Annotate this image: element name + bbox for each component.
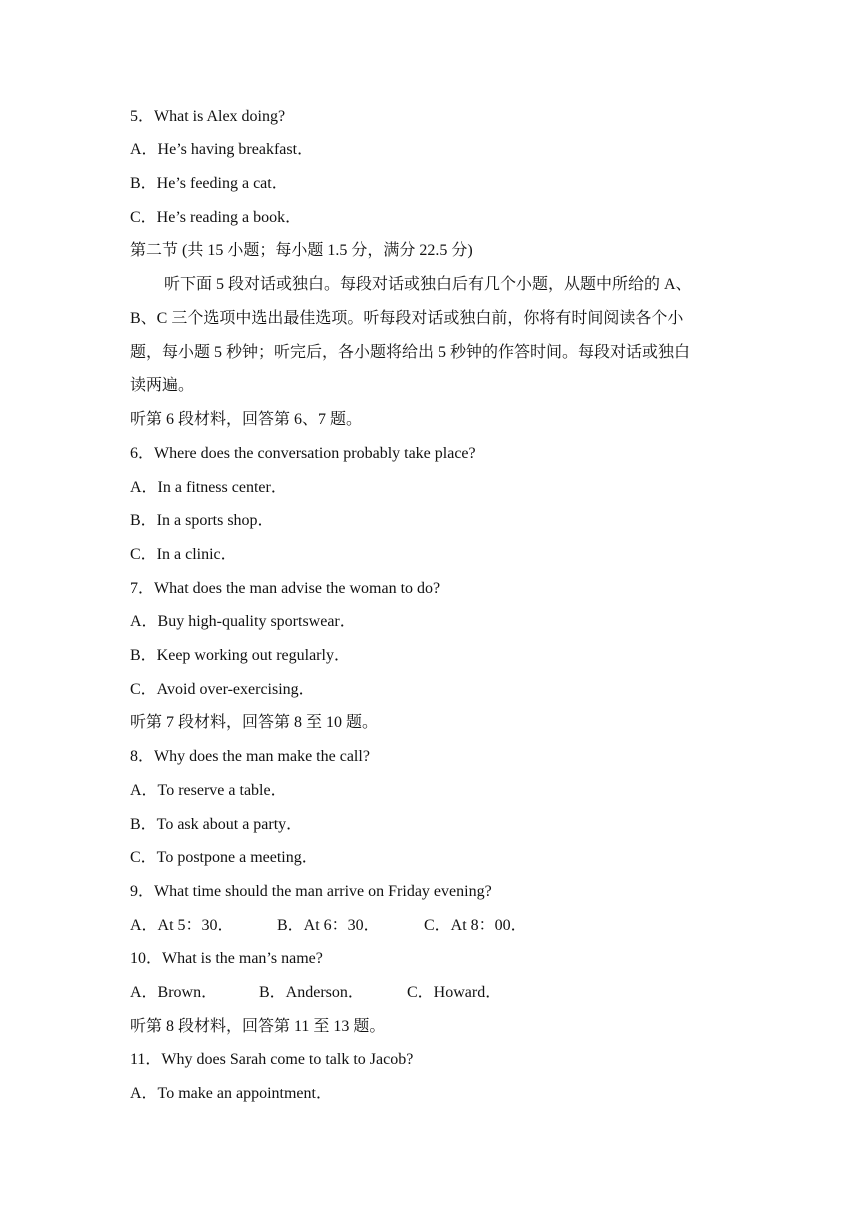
question-9: 9．What time should the man arrive on Friday evening? bbox=[130, 883, 492, 900]
option-5a: A．He’s having breakfast． bbox=[130, 141, 314, 158]
option-6c: C．In a clinic． bbox=[130, 546, 237, 563]
option-11a: A．To make an appointment． bbox=[130, 1085, 332, 1102]
option-6b: B．In a sports shop． bbox=[130, 512, 274, 529]
option-10b: B．Anderson． bbox=[259, 984, 364, 1001]
material-6-heading: 听第 6 段材料，回答第 6、7 题。 bbox=[130, 411, 363, 428]
options-9 bbox=[130, 916, 527, 936]
options-10 bbox=[130, 983, 501, 1003]
instructions-line-4: 读两遍。 bbox=[130, 377, 195, 394]
option-5c: C．He’s reading a book． bbox=[130, 209, 302, 226]
option-8c: C．To postpone a meeting． bbox=[130, 849, 318, 866]
question-6: 6．Where does the conversation probably take place? bbox=[130, 445, 476, 462]
material-8-heading: 听第 8 段材料，回答第 11 至 13 题。 bbox=[130, 1018, 386, 1035]
material-7-heading: 听第 7 段材料，回答第 8 至 10 题。 bbox=[130, 714, 379, 731]
option-6a: A．In a fitness center． bbox=[130, 479, 287, 496]
option-10a: A．Brown． bbox=[130, 984, 218, 1001]
option-5b: B．He’s feeding a cat． bbox=[130, 175, 288, 192]
option-9b: B．At 6：30． bbox=[277, 917, 380, 934]
instructions-line-2: B、C 三个选项中选出最佳选项。听每段对话或独白前，你将有时间阅读各个小 bbox=[130, 310, 684, 327]
option-9a: A．At 5：30． bbox=[130, 917, 234, 934]
question-5: 5．What is Alex doing? bbox=[130, 108, 286, 125]
question-8: 8．Why does the man make the call? bbox=[130, 748, 370, 765]
question-7: 7．What does the man advise the woman to do? bbox=[130, 580, 441, 597]
section-heading: 第二节 (共 15 小题；每小题 1.5 分，满分 22.5 分) bbox=[130, 242, 473, 259]
option-8b: B．To ask about a party． bbox=[130, 816, 303, 833]
question-11: 11．Why does Sarah come to talk to Jacob? bbox=[130, 1051, 414, 1068]
instructions-line-1: 听下面 5 段对话或独白。每段对话或独白后有几个小题，从题中所给的 A、 bbox=[164, 276, 692, 293]
instructions-line-3: 题，每小题 5 秒钟；听完后，各小题将给出 5 秒钟的作答时间。每段对话或独白 bbox=[130, 344, 691, 361]
option-10c: C．Howard． bbox=[407, 984, 502, 1001]
option-7b: B．Keep working out regularly． bbox=[130, 647, 350, 664]
option-8a: A．To reserve a table． bbox=[130, 782, 287, 799]
question-10: 10．What is the man’s name? bbox=[130, 950, 323, 967]
option-7c: C．Avoid over-exercising． bbox=[130, 681, 315, 698]
option-9c: C．At 8：00． bbox=[424, 917, 527, 934]
option-7a: A．Buy high-quality sportswear． bbox=[130, 613, 356, 630]
